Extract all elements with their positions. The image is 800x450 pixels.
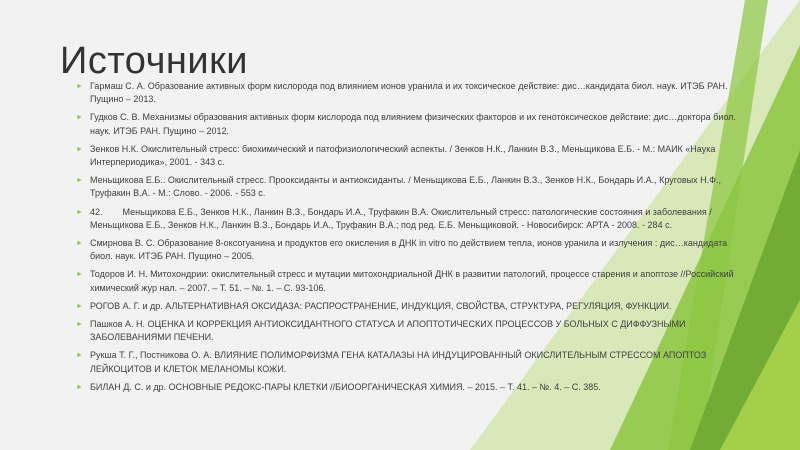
reference-item <box>76 206 746 232</box>
triangle-bullet-icon: ► <box>76 383 83 391</box>
reference-text: Пашков А. Н. ОЦЕНКА И КОРРЕКЦИЯ АНТИОКСИДАНТНОГО СТАТУСА И АПОПТОТИЧЕСКИХ ПРОЦЕССОВ У БОЛЬНЫХ С ДИФФУЗНЫМИ ЗАБОЛЕВАНИЯМИ ПЕЧЕНИ. <box>90 319 686 343</box>
triangle-bullet-icon: ► <box>76 83 83 90</box>
triangle-bullet-icon: ► <box>76 177 83 185</box>
triangle-bullet-icon: ► <box>76 114 83 122</box>
triangle-bullet-icon: ► <box>76 240 83 248</box>
triangle-bullet-icon: ► <box>76 321 83 329</box>
triangle-bullet-icon: ► <box>76 352 83 360</box>
reference-text: БИЛАН Д. С. и др. ОСНОВНЫЕ РЕДОКС-ПАРЫ КЛЕТКИ //БИООРГАНИЧЕСКАЯ ХИМИЯ. – 2015. – Т. 41. – №. 4. – С. 385. <box>90 381 601 392</box>
triangle-bullet-icon: ► <box>76 271 83 279</box>
reference-item <box>76 318 746 344</box>
triangle-bullet-icon: ► <box>76 208 83 216</box>
reference-text: 42. Меньщикова Е.Б., Зенков Н.К., Ланкин В.З., Бондарь И.А., Труфакин В.А. Окислительный стресс: патологические состояния и заболевания / Меньщикова Е.Б., Зенков Н.К., Ланкин В.З., Бондарь И.А., Труфакин В.А.; под ред. Е.Б. Меньщиковой. - Новосибирск: АРТА - 2008. - 284 с. <box>90 206 715 230</box>
reference-text: Тодоров И. Н. Митохондрии: окислительный стресс и мутации митохондриальной ДНК в развитии патологий, процессе старения и апоптозе //Российский химический жур нал. – 2007. – Т. 51. – №. 1. – С. 93-106. <box>90 269 734 293</box>
reference-item <box>76 381 746 394</box>
reference-item <box>76 349 746 375</box>
reference-item <box>76 237 746 263</box>
reference-text: Зенков Н.К. Окислительный стресс: биохимический и патофизиологический аспекты. / Зенков Н.К., Ланкин В.З., Меньщикова Е.Б. - М.: МАИК «Наука Интерпериодика», 2001. - 343 с. <box>90 143 716 168</box>
reference-text: РОГОВ А. Г. и др. АЛЬТЕРНАТИВНАЯ ОКСИДАЗА: РАСПРОСТРАНЕНИЕ, ИНДУКЦИЯ, СВОЙСТВА, СТРУКТУРА, РЕГУЛЯЦИЯ, ФУНКЦИИ. <box>90 300 672 311</box>
reference-item <box>76 143 746 169</box>
reference-item <box>76 300 746 313</box>
slide-title: Источники <box>60 40 248 82</box>
reference-text: Рукша Т. Г., Постникова О. А. ВЛИЯНИЕ ПОЛИМОРФИЗМА ГЕНА КАТАЛАЗЫ НА ИНДУЦИРОВАННЫЙ ОКИСЛИТЕЛЬНЫМ СТРЕССОМ АПОПТОЗ ЛЕЙКОЦИТОВ И КЛЕТОК МЕЛАНОМЫ КОЖИ. <box>90 350 707 374</box>
triangle-bullet-icon: ► <box>76 302 83 310</box>
reference-item <box>76 111 746 137</box>
triangle-bullet-icon: ► <box>76 145 83 153</box>
reference-text: Гармаш С. А. Образование активных форм кислорода под влиянием ионов уранила и их токсическое действие: дис…кандидата биол. наук. ИТЭБ РАН. Пущино – 2013. <box>90 81 728 105</box>
reference-list <box>76 80 746 399</box>
reference-item <box>76 268 746 294</box>
reference-text: Гудков С. В. Механизмы образования активных форм кислорода под влиянием физических факторов и их генотоксическое действие: дис…доктора биол. наук. ИТЭБ РАН. Пущино – 2012. <box>90 112 736 136</box>
reference-item <box>76 80 746 106</box>
reference-item <box>76 174 746 200</box>
reference-text: Меньщикова Е.Б.. Окислительный стресс. Прооксиданты и антиоксиданты. / Меньщикова Е.Б., Ланкин В.З., Зенков Н.К., Бондарь И.А., Круговых Н.Ф., Труфакин В.А. - М.: Слово. - 2006. - 553 с. <box>90 175 721 199</box>
reference-text: Смирнова В. С. Образование 8-оксогуанина и продуктов его окисления в ДНК in vitro по действием тепла, ионов уранила и излучения : дис…кандидата биол. наук. ИТЭБ РАН. Пущино – 2005. <box>90 238 728 262</box>
